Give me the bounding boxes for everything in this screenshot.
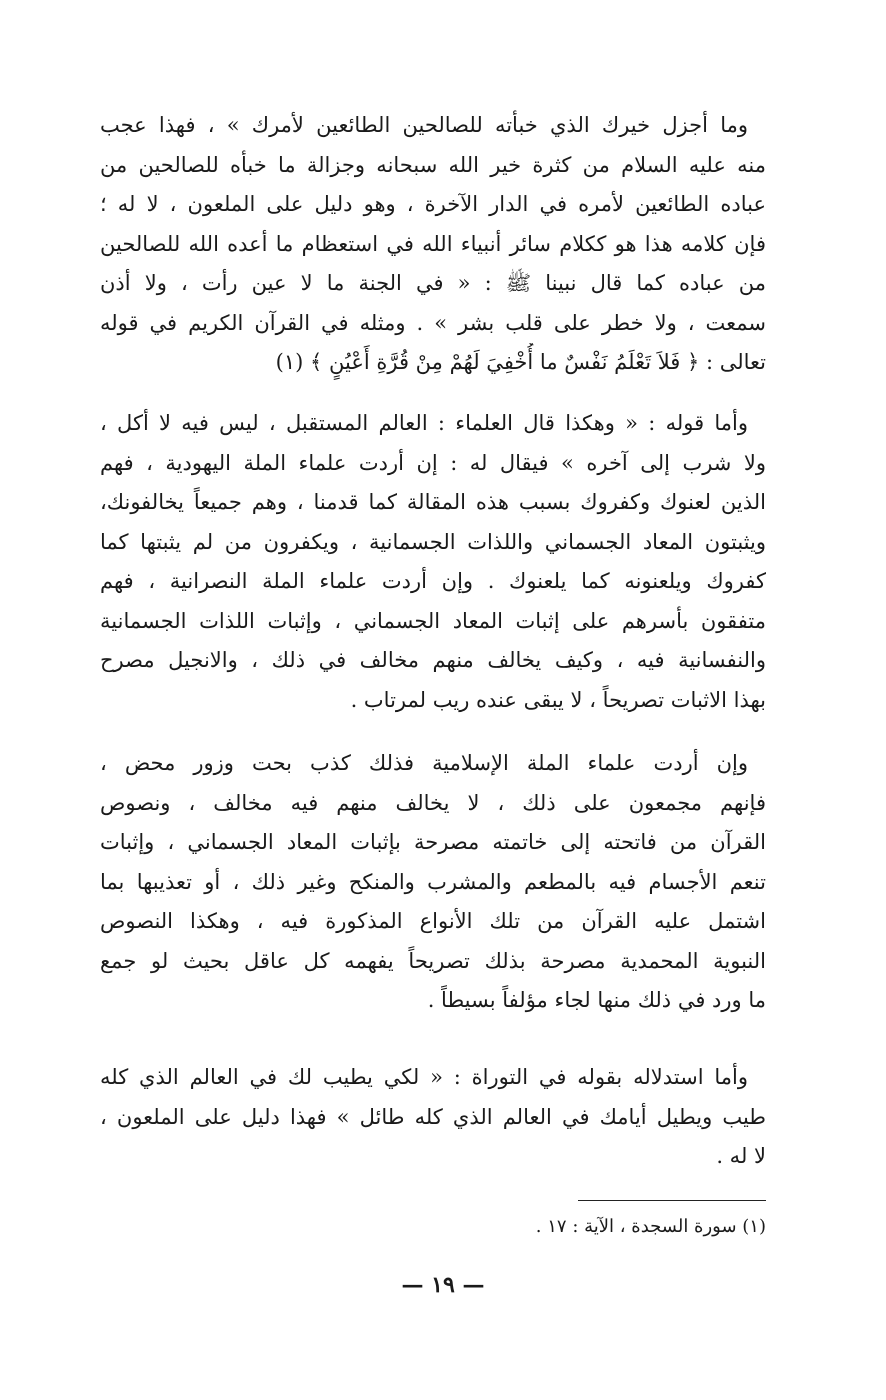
text-line: بهذا الاثبات تصريحاً ، لا يبقى عنده ريب لمرتاب . <box>350 687 766 712</box>
text-line: سمعت ، ولا خطر على قلب بشر » . ومثله في القرآن الكريم في قوله <box>100 310 766 335</box>
text-line: وما أجزل خيرك الذي خبأته للصالحين الطائعين لأمرك » ، فهذا عجب <box>100 113 748 137</box>
page-number: — ١٩ — <box>401 1272 485 1298</box>
text-line: متفقون بأسرهم على إثبات المعاد الجسماني ، وإثبات اللذات الجسمانية <box>100 608 766 633</box>
paragraph <box>100 404 766 720</box>
text-line: الذين لعنوك وكفروك بسبب هذه المقالة كما قدمنا ، وهم جميعاً يخالفونك، <box>100 490 766 514</box>
paragraph <box>100 744 766 1021</box>
text-line: من عباده كما قال نبينا ﷺ : « في الجنة ما لا عين رأت ، ولا أذن <box>100 271 766 295</box>
text-line: والنفسانية فيه ، وكيف يخالف منهم مخالف في ذلك ، والانجيل مصرح <box>100 648 766 672</box>
text-line: النبوية المحمدية مصرحة بذلك تصريحاً يفهمه كل عاقل بحيث لو جمع <box>100 948 766 973</box>
text-line: تعالى : ﴿ فَلاَ تَعْلَمُ نَفْسٌ ما أُخْفِيَ لَهُمْ مِنْ قُرَّةِ أَعْيُنٍ ﴾ (١) <box>275 350 766 374</box>
text-line: القرآن من فاتحته إلى خاتمته مصرحة بإثبات المعاد الجسماني ، وإثبات <box>100 830 766 854</box>
text-line: ما ورد في ذلك منها لجاء مؤلفاً بسيطاً . <box>427 988 766 1012</box>
paragraph <box>100 106 766 383</box>
footnote: (١) سورة السجدة ، الآية : ١٧ . <box>535 1216 766 1237</box>
text-line: اشتمل عليه القرآن من تلك الأنواع المذكورة فيه ، وهكذا النصوص <box>100 909 766 933</box>
text-line: كفروك ويلعنونه كما يلعنوك . وإن أردت علماء الملة النصرانية ، فهم <box>100 569 766 593</box>
footnote-separator <box>578 1200 766 1201</box>
text-line: ولا شرب إلى آخره » فيقال له : إن أردت علماء الملة اليهودية ، فهم <box>100 450 766 475</box>
text-line: عباده الطائعين لأمره في الدار الآخرة ، وهو دليل على الملعون ، لا له ؛ <box>100 192 766 216</box>
text-line: تنعم الأجسام فيه بالمطعم والمشرب والمنكح وغير ذلك ، أو تعذيبها بما <box>100 869 766 894</box>
text-line: طيب ويطيل أيامك في العالم الذي كله طائل » فهذا دليل على الملعون ، <box>100 1104 766 1129</box>
text-line: وأما استدلاله بقوله في التوراة : « لكي يطيب لك في العالم الذي كله <box>100 1065 748 1089</box>
text-line: فإن كلامه هذا هو ككلام سائر أنبياء الله في استعظام ما أعده الله للصالحين <box>100 231 766 256</box>
text-line: لا له . <box>716 1144 766 1168</box>
text-line: منه عليه السلام من كثرة خير الله سبحانه وجزالة ما خبأه للصالحين من <box>100 152 766 177</box>
text-line: وأما قوله : « وهكذا قال العلماء : العالم المستقبل ، ليس فيه لا أكل ، <box>100 411 748 435</box>
text-line: وإن أردت علماء الملة الإسلامية فذلك كذب بحت وزور محض ، <box>100 751 748 775</box>
text-line: ويثبتون المعاد الجسماني واللذات الجسمانية ، ويكفرون من لم يثبتها كما <box>100 529 766 554</box>
text-line: فإنهم مجمعون على ذلك ، لا يخالف منهم فيه مخالف ، ونصوص <box>100 790 766 815</box>
paragraph <box>100 1058 766 1177</box>
